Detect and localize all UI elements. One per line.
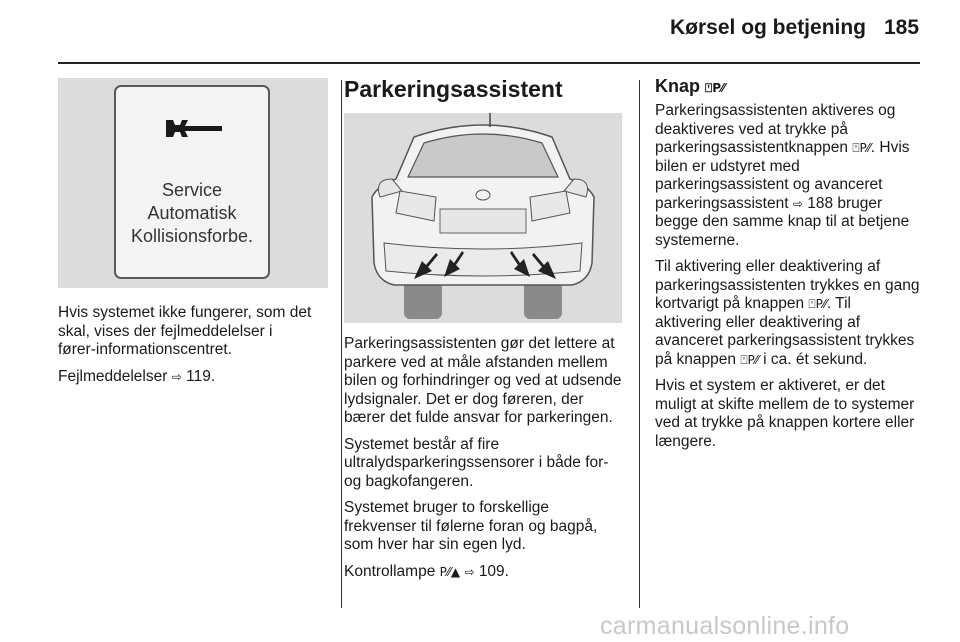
right-column-text — [655, 102, 920, 459]
right-paragraph-2: Til aktivering eller deaktivering af parkeringsassistenten trykkes en gang kortvarigt på knappen ⍞P⁄⁄. Til aktivering eller deaktivering af avanceret parkeringsassistent trykkes på knappen ⍞P⁄⁄ i ca. ét sekund. — [655, 258, 920, 368]
right-paragraph-1: Parkeringsassistenten aktiveres og deaktiveres ved at trykke på parkeringsassistentknappen ⍞P⁄⁄. Hvis bilen er udstyret med parkeringsassistent og avanceret parkeringsassistent ⇨ 188 bruger begge den samme knap til at betjene systemerne. — [655, 102, 910, 249]
page-ref-link[interactable]: 109. — [478, 562, 509, 580]
section-heading-parking-assist: Parkeringsassistent — [344, 76, 563, 102]
column-divider-left — [341, 80, 342, 608]
left-column-text — [58, 304, 330, 394]
left-paragraph-1: Hvis systemet ikke fungerer, som det skal, vises der fejlmeddelelser i fører‑informationscentret. — [58, 304, 312, 358]
service-message — [116, 179, 268, 248]
service-display-illustration — [58, 78, 328, 288]
middle-paragraph-3: Systemet bruger to forskellige frekvenser til følerne foran og bagpå, som hver har sin egen lyd. — [344, 499, 598, 553]
park-button-icon: ⍞P⁄⁄ — [705, 81, 726, 95]
driver-info-screen — [114, 85, 270, 279]
page-ref-arrow-icon: ⇨ — [792, 196, 803, 211]
car-rear-icon — [344, 113, 622, 323]
park-button-icon: ⍞P⁄⁄ — [808, 297, 827, 311]
middle-paragraph-1: Parkeringsassistenten gør det lettere at parkere ved at måle afstanden mellem bilen og forhindringer og ved at udsende lydsignaler. Det er dog føreren, der bærer det fulde ansvar for parkeringen. — [344, 335, 622, 426]
page-number: 185 — [884, 16, 920, 39]
page-ref-arrow-icon: ⇨ — [464, 564, 475, 579]
service-line-2: Automatisk — [147, 203, 237, 223]
middle-column-text — [344, 335, 624, 589]
park-button-icon: ⍞P⁄⁄ — [852, 141, 871, 155]
right-paragraph-3: Hvis et system er aktiveret, er det muligt at skifte mellem de to systemer ved at trykke på knappen kortere eller længere. — [655, 377, 915, 450]
page-ref-arrow-icon: ⇨ — [171, 369, 182, 384]
watermark: carmanualsonline.info — [600, 612, 850, 640]
wrench-icon — [164, 115, 224, 141]
page-ref-link[interactable]: 119. — [186, 367, 216, 385]
page-ref-link[interactable]: 188 bruger begge den samme knap til at betjene systemerne. — [655, 194, 910, 249]
park-button-icon: ⍞P⁄⁄ — [740, 352, 759, 367]
middle-paragraph-2: Systemet består af fire ultralydsparkeringssensorer i både for- og bagkofangeren. — [344, 435, 609, 490]
column-divider-right — [639, 80, 640, 608]
section-heading-button: Knap ⍞P⁄⁄ — [655, 76, 726, 96]
service-line-3: Kollisionsforbe. — [130, 226, 254, 246]
left-paragraph-2: Fejlmeddelelser ⇨ 119. — [58, 367, 216, 385]
parking-warning-lamp-icon: P⁄⁄▲ — [439, 564, 461, 579]
header-divider — [58, 62, 920, 64]
middle-paragraph-4: Kontrollampe P⁄⁄▲ ⇨ 109. — [344, 562, 509, 580]
page-title: Kørsel og betjening — [670, 16, 867, 39]
car-rear-sensor-illustration — [344, 113, 622, 323]
service-line-1: Service — [161, 180, 223, 200]
